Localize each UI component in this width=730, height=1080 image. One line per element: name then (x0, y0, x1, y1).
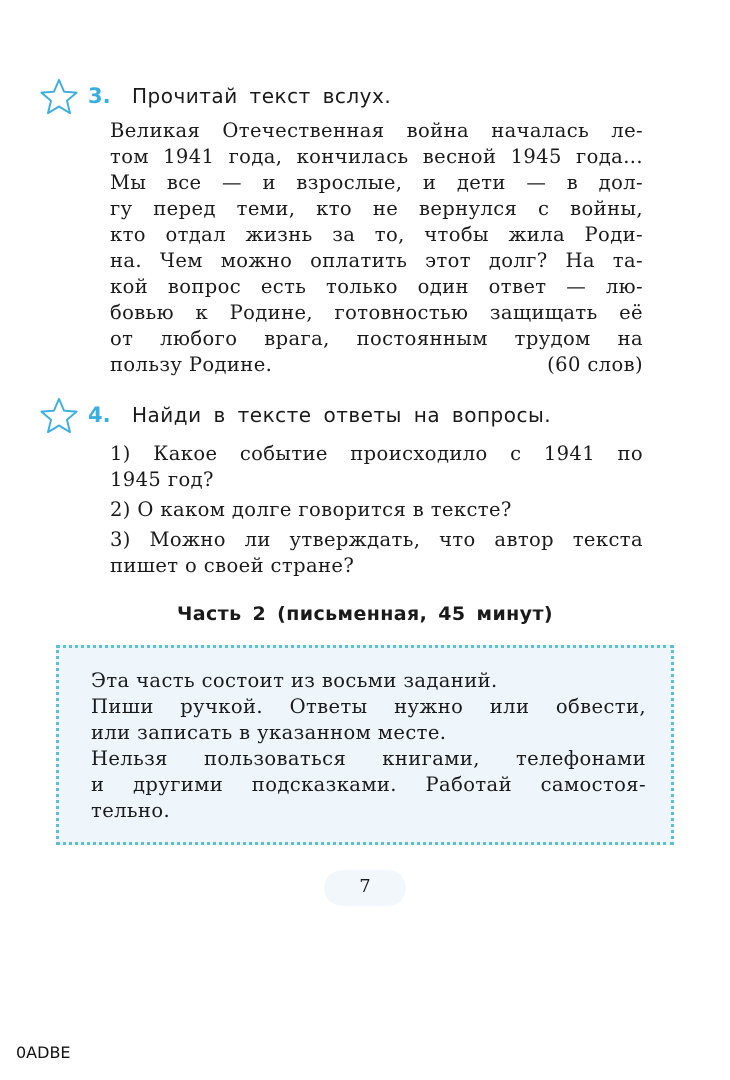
instruction-line: Нельзя пользоваться книгами, телефонами (91, 747, 646, 770)
question-line: 3) Можно ли утверждать, что автор текста (110, 528, 643, 551)
instructions-text (91, 668, 646, 824)
task-3-header (40, 78, 650, 122)
corner-code: 0ADBE (16, 1043, 71, 1062)
instruction-line: Пиши ручкой. Ответы нужно или обвести, (91, 695, 646, 718)
text-line: Великая Отечественная война началась ле- (110, 119, 643, 142)
question-line: 2) О каком долге говорится в тексте? (110, 498, 512, 521)
text-line: пользу Родине. (110, 353, 273, 376)
page-number: 7 (359, 876, 371, 897)
instruction-line: или записать в указанном месте. (91, 721, 447, 744)
star-icon (40, 397, 78, 435)
task-3-text (110, 118, 643, 378)
task-3 (40, 78, 650, 378)
part-2-title: Часть 2 (письменная, 45 минут) (177, 603, 553, 625)
text-line: от любого врага, постоянным трудом на (110, 327, 643, 350)
task-3-number: 3. (88, 84, 111, 108)
text-line: гу перед теми, кто не вернулся с войны, (110, 197, 643, 220)
task-4-number: 4. (88, 403, 111, 427)
question-line: пишет о своей стране? (110, 554, 355, 577)
question-3 (110, 527, 643, 579)
instructions-box (56, 645, 674, 845)
word-count: (60 слов) (547, 353, 643, 376)
question-line: 1945 год? (110, 468, 214, 491)
page-number-badge (324, 870, 406, 906)
text-line: том 1941 года, кончилась весной 1945 года... (110, 145, 643, 168)
text-line: на. Чем можно оплатить этот долг? На та- (110, 249, 643, 272)
task-3-title: Прочитай текст вслух. (132, 84, 392, 108)
text-line: кто отдал жизнь за то, чтобы жила Роди- (110, 223, 643, 246)
task-4 (40, 397, 650, 579)
text-line: кой вопрос есть только один ответ — лю- (110, 275, 643, 298)
text-last-row (110, 352, 643, 378)
text-line: бовью к Родине, готовностью защищать её (110, 301, 643, 324)
question-1 (110, 441, 643, 493)
question-line: 1) Какое событие происходило с 1941 по (110, 442, 643, 465)
task-4-title: Найди в тексте ответы на вопросы. (132, 403, 552, 427)
question-2 (110, 497, 643, 523)
task-4-header (40, 397, 650, 441)
text-line: Мы все — и взрослые, и дети — в дол- (110, 171, 643, 194)
instruction-line: тельно. (91, 799, 171, 822)
instruction-line: и другими подсказками. Работай самостоя- (91, 773, 646, 796)
star-icon (40, 78, 78, 116)
instruction-line: Эта часть состоит из восьми заданий. (91, 669, 498, 692)
